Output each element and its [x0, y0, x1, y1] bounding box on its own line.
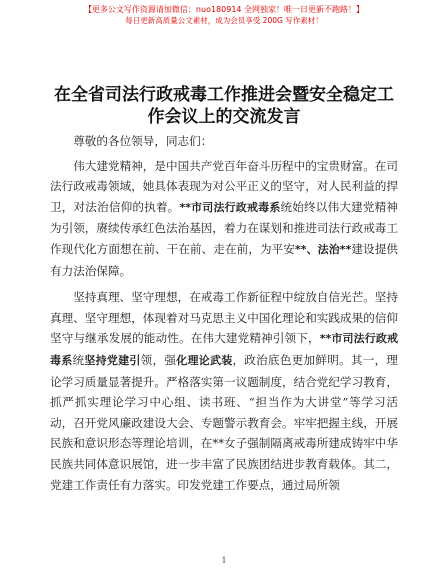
promo-banner-line-1: 【更多公文写作资源请加微信：nuo180914 全网独家！唯一日更新不跑路！】 [83, 5, 365, 14]
paragraph-2-bold-a: **市司法行政戒毒系 [50, 332, 398, 367]
paragraph-2-text-c: 领，强 [140, 352, 177, 367]
paragraph-2 [50, 287, 398, 495]
paragraph-2-bold-b: 坚持党建引 [84, 353, 141, 367]
paragraph-1-text-a: 伟大建党精神，是中国共产党百年奋斗历程中的宝贵财富。在司法行政戒毒领域，她具体表现为对公平正义的坚守，对人民利益的捍卫，对法治信仰的执着。 [50, 158, 398, 214]
promo-banner [0, 4, 448, 26]
paragraph-2-text-a: 坚持真理、坚守理想，在戒毒工作新征程中绽放自信光芒。坚持真理、坚守理想，体现着对马克思主义中国化理论和实践成果的信仰坚守与继承发展的能动性。在伟大建党精神引领下， [50, 290, 398, 346]
paragraph-2-text-d: ，政治底色更加鲜明。其一，理论学习质量显著提升。严格落实第一议题制度，结合党纪学习教育，抓严抓实理论学习中心组、读书班、“担当作为大讲堂”等学习活动，召开党风廉政建设大会、专题警示教育会。牢牢把握主线，开展民族和意识形态等理论培训，在**女子强制隔离戒毒所建成铸牢中华民族共同体意识展馆，进一步丰富了民族团结进步教育载体。其二，党建工作责任有力落实。印发党建工作要点，通过局所领 [50, 352, 399, 492]
page-number: 1 [221, 556, 227, 565]
paragraph-1 [50, 156, 398, 282]
paragraph-1-text-b: 统始终以伟大建党精神为引领，赓续传承红色法治基因，着力在谋划和推进司法行政戒毒工作现代化方面想在前、干在前、走在前，为平安 [50, 199, 398, 256]
paragraph-2-bold-c: 化理论武装 [176, 353, 233, 367]
promo-banner-line-2: 每日更新高质量公文素材，成为会员享受 200G 写作素材！ [125, 16, 323, 25]
paragraph-2-text-b: 统 [72, 352, 85, 367]
salutation: 尊敬的各位领导，同志们： [73, 134, 213, 148]
document-title: 在全省司法行政戒毒工作推进会暨安全稳定工作会议上的交流发言 [54, 85, 394, 127]
paragraph-1-text-c: 建设提供有力法治保障。 [50, 241, 398, 278]
paragraph-1-bold-b: **、法治** [295, 242, 352, 256]
paragraph-1-bold-a: **市司法行政戒毒系 [179, 200, 281, 214]
document-body [50, 131, 398, 495]
